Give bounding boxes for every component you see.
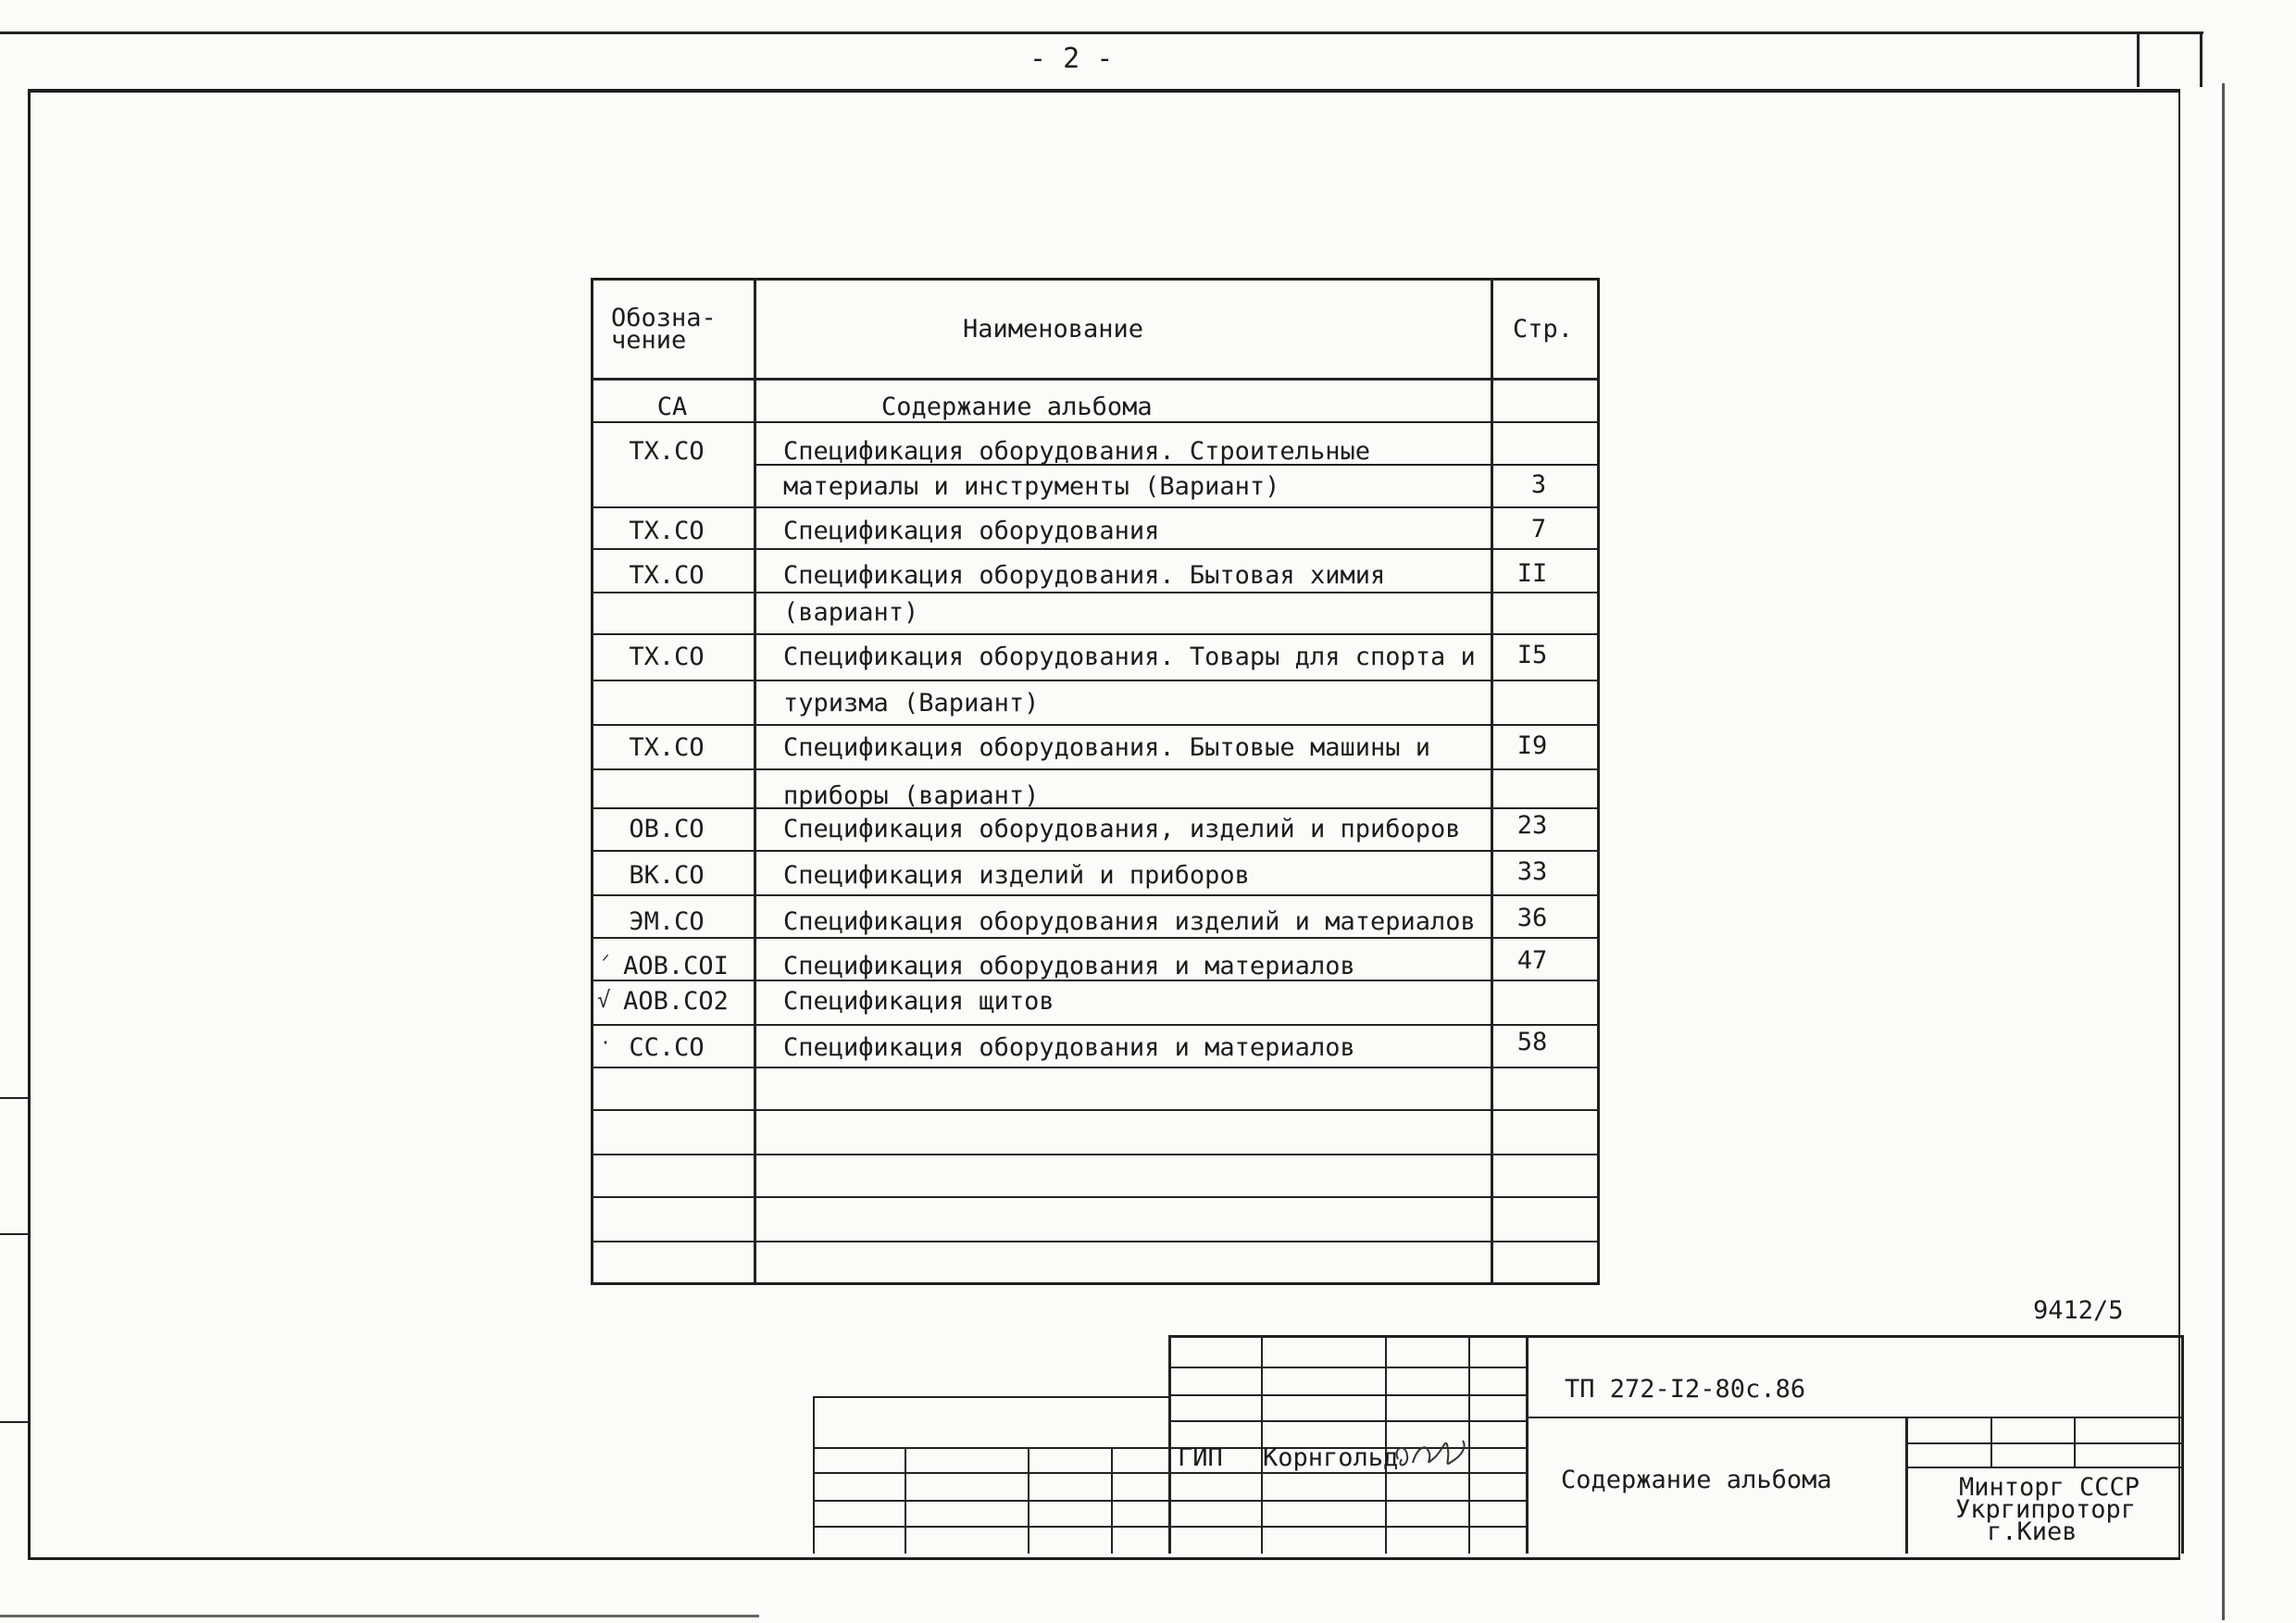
stamp-left-block-top <box>813 1396 1170 1398</box>
stamp-grid-h <box>1168 1420 1528 1422</box>
stamp-org-line: Укргипроторг <box>1955 1495 2137 1524</box>
toc-row-page: I9 <box>1516 731 1548 760</box>
stamp-doc-code: ТП 272-I2-80с.86 <box>1565 1375 1806 1404</box>
toc-row-name: Спецификация изделий и приборов <box>783 861 1250 890</box>
toc-row-code: АОВ.СО2 <box>623 987 729 1016</box>
toc-row-code: ТХ.СО <box>629 733 705 762</box>
toc-row-line <box>591 768 1600 770</box>
toc-table <box>591 278 1600 1285</box>
left-margin-tick <box>0 1421 28 1423</box>
toc-row-name: Спецификация оборудования <box>783 517 1160 545</box>
stamp-grid-v <box>2074 1417 2076 1467</box>
toc-row-page: 47 <box>1516 946 1548 975</box>
stamp-org-line: г.Киев <box>1987 1517 2078 1546</box>
toc-row-line <box>591 1067 1600 1068</box>
sheet-right-edge <box>2200 31 2202 87</box>
stamp-role: ГИП <box>1178 1443 1223 1472</box>
stamp-surname: Корнгольд <box>1263 1443 1399 1472</box>
toc-col-line <box>1491 278 1493 1285</box>
toc-row-line <box>591 937 1600 939</box>
toc-row-name: Спецификация щитов <box>783 987 1054 1016</box>
stamp-grid-v <box>1526 1335 1529 1554</box>
toc-row-code: ВК.СО <box>629 861 705 890</box>
toc-row-name: Спецификация оборудования. Товары для спорта и <box>783 643 1476 671</box>
document-code-mark: 9412/5 <box>2033 1296 2124 1325</box>
toc-row-name: Содержание альбома <box>881 393 1153 421</box>
stamp-org-line: Минторг СССР <box>1959 1473 2140 1502</box>
toc-row-line <box>591 1154 1600 1155</box>
toc-row-code: ЭМ.СО <box>629 907 705 936</box>
toc-header-name: Наименование <box>963 315 1144 343</box>
dot-mark: · <box>600 1031 612 1054</box>
stamp-grid-v <box>1111 1447 1113 1554</box>
sheet-right-margin <box>2222 83 2225 1620</box>
toc-row-line <box>591 1241 1600 1242</box>
toc-row-line <box>591 680 1600 681</box>
signature-icon <box>1389 1422 1472 1481</box>
toc-row-page: 23 <box>1516 811 1548 840</box>
toc-row-page: I5 <box>1516 641 1548 669</box>
toc-row-code: ТХ.СО <box>629 643 705 671</box>
toc-row-name: Спецификация оборудования. Строительные <box>783 437 1370 466</box>
stamp-grid-h <box>813 1526 1528 1528</box>
toc-row-code: СА <box>656 393 688 421</box>
left-margin-tick <box>0 1097 28 1099</box>
check-mark: ᐟ <box>602 950 610 972</box>
stamp-title: Содержание альбома <box>1561 1466 1832 1494</box>
toc-row-name: Спецификация оборудования и материалов <box>783 952 1355 980</box>
toc-row-line <box>591 894 1600 896</box>
toc-row-line <box>591 633 1600 635</box>
toc-row-line <box>591 1196 1600 1198</box>
stamp-grid-h <box>1528 1417 2183 1418</box>
toc-row-name: материалы и инструменты (Вариант) <box>783 472 1280 501</box>
toc-row-name: Спецификация оборудования и материалов <box>783 1033 1355 1062</box>
toc-row-page: 36 <box>1516 904 1548 932</box>
toc-header-line <box>591 378 1600 381</box>
toc-row-name: Спецификация оборудования изделий и материалов <box>783 907 1476 936</box>
toc-row-page: 3 <box>1530 470 1547 499</box>
stamp-top-line <box>1168 1335 2183 1338</box>
stamp-grid-v <box>905 1447 906 1554</box>
toc-row-line <box>591 506 1600 508</box>
left-margin-tick <box>0 1233 28 1235</box>
toc-row-name: (вариант) <box>783 598 919 627</box>
toc-row-code: СС.СО <box>629 1033 705 1062</box>
toc-row-code: ОВ.СО <box>629 815 705 843</box>
check-mark: √ <box>597 987 611 1013</box>
page-number: - 2 - <box>1029 43 1114 75</box>
stamp-grid-h <box>1905 1467 2183 1468</box>
toc-header-page: Стр. <box>1513 315 1574 343</box>
toc-row-line <box>591 1109 1600 1111</box>
sheet-top-edge <box>0 31 2203 34</box>
toc-col-line <box>754 278 756 1285</box>
toc-row-page: II <box>1516 559 1548 588</box>
toc-row-line <box>591 1024 1600 1026</box>
sheet-bottom-edge <box>0 1615 759 1617</box>
toc-row-page: 33 <box>1516 857 1548 886</box>
toc-row-line <box>591 724 1600 726</box>
toc-row-page: 7 <box>1530 515 1547 543</box>
sheet-right-edge-outer <box>2137 31 2140 87</box>
stamp-right-line <box>2181 1335 2184 1554</box>
toc-row-code: АОВ.СОI <box>623 952 729 980</box>
toc-row-name: Спецификация оборудования. Бытовая химия <box>783 561 1386 590</box>
stamp-left-block-left <box>813 1396 815 1554</box>
stamp-grid-h <box>1905 1442 2183 1444</box>
stamp-grid-v <box>1990 1417 1992 1467</box>
toc-row-name: туризма (Вариант) <box>783 689 1040 718</box>
stamp-grid-h <box>813 1500 1528 1502</box>
toc-row-name: Спецификация оборудования, изделий и приборов <box>783 815 1461 843</box>
stamp-grid-v <box>1905 1417 1908 1554</box>
toc-row-name: приборы (вариант) <box>783 781 1040 810</box>
toc-row-code: ТХ.СО <box>629 437 705 466</box>
toc-header-designation: Обозна- чение <box>611 304 717 355</box>
toc-row-name: Спецификация оборудования. Бытовые машины и <box>783 733 1430 762</box>
toc-row-line <box>591 548 1600 550</box>
toc-row-line <box>591 592 1600 593</box>
stamp-grid-v <box>1028 1447 1029 1554</box>
toc-row-page: 58 <box>1516 1028 1548 1056</box>
toc-row-line <box>591 807 1600 809</box>
toc-row-code: ТХ.СО <box>629 561 705 590</box>
toc-row-line <box>591 850 1600 852</box>
stamp-grid-h <box>1168 1367 1528 1368</box>
toc-row-code: ТХ.СО <box>629 517 705 545</box>
stamp-grid-h <box>1168 1394 1528 1396</box>
